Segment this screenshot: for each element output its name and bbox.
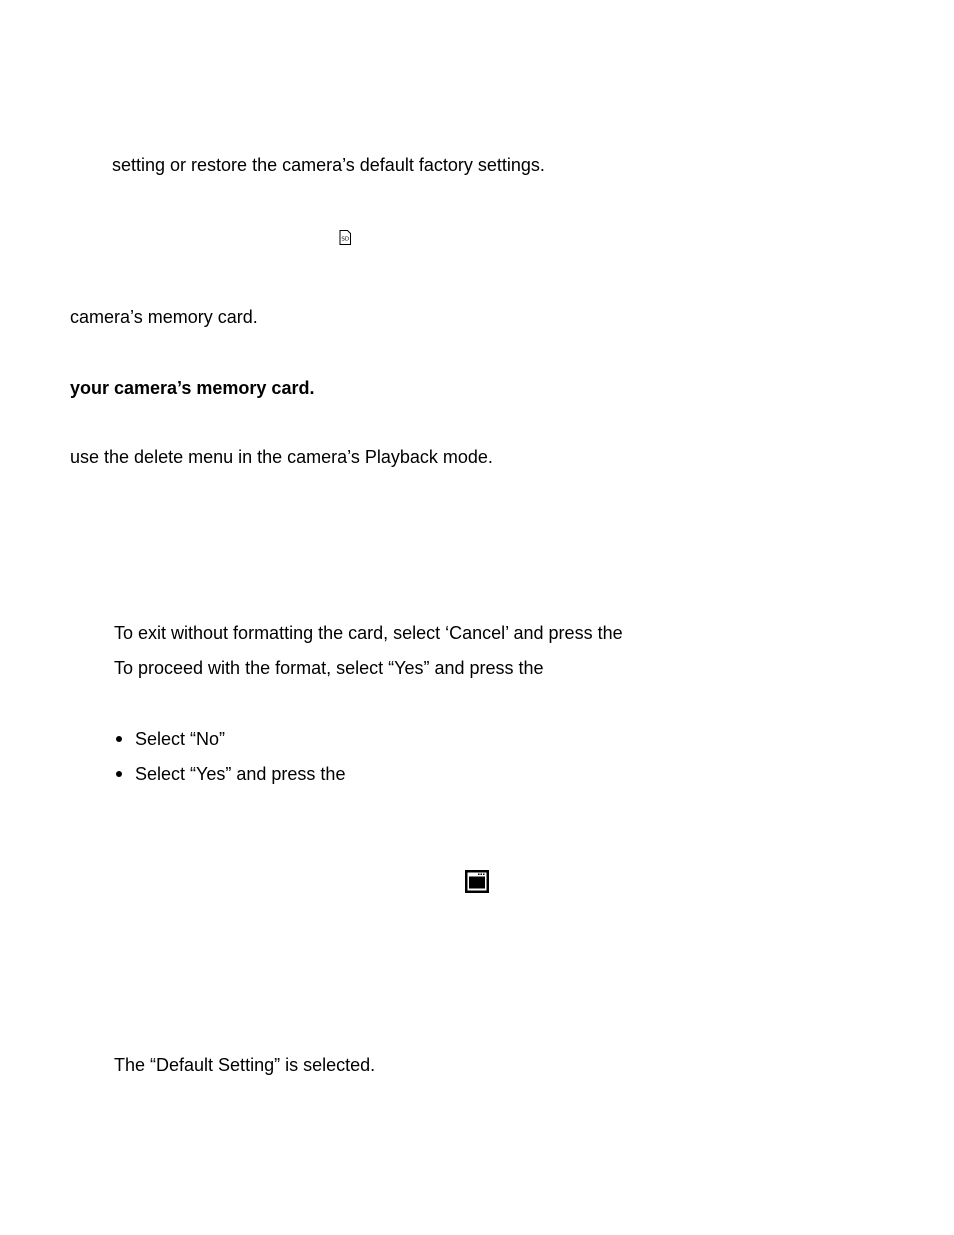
svg-text:SD: SD xyxy=(341,236,350,243)
setup-window-icon xyxy=(465,870,489,893)
bullet-icon xyxy=(116,736,122,742)
bullet-item-select-yes: Select “Yes” and press the xyxy=(135,764,346,784)
text-line-exit-cancel: To exit without formatting the card, select ‘Cancel’ and press the xyxy=(114,623,623,643)
sd-card-icon xyxy=(339,230,351,245)
text-line-restore-settings: setting or restore the camera’s default factory settings. xyxy=(112,155,545,175)
text-line-memory-card: camera’s memory card. xyxy=(70,307,258,327)
text-line-default-setting: The “Default Setting” is selected. xyxy=(114,1055,376,1075)
text-line-warning-bold: your camera’s memory card. xyxy=(70,378,315,398)
bullet-item-select-no: Select “No” xyxy=(135,729,226,749)
text-line-delete-menu: use the delete menu in the camera’s Playback mode. xyxy=(70,447,493,467)
bullet-icon xyxy=(116,771,122,777)
text-line-proceed-yes: To proceed with the format, select “Yes” and press the xyxy=(114,658,544,678)
